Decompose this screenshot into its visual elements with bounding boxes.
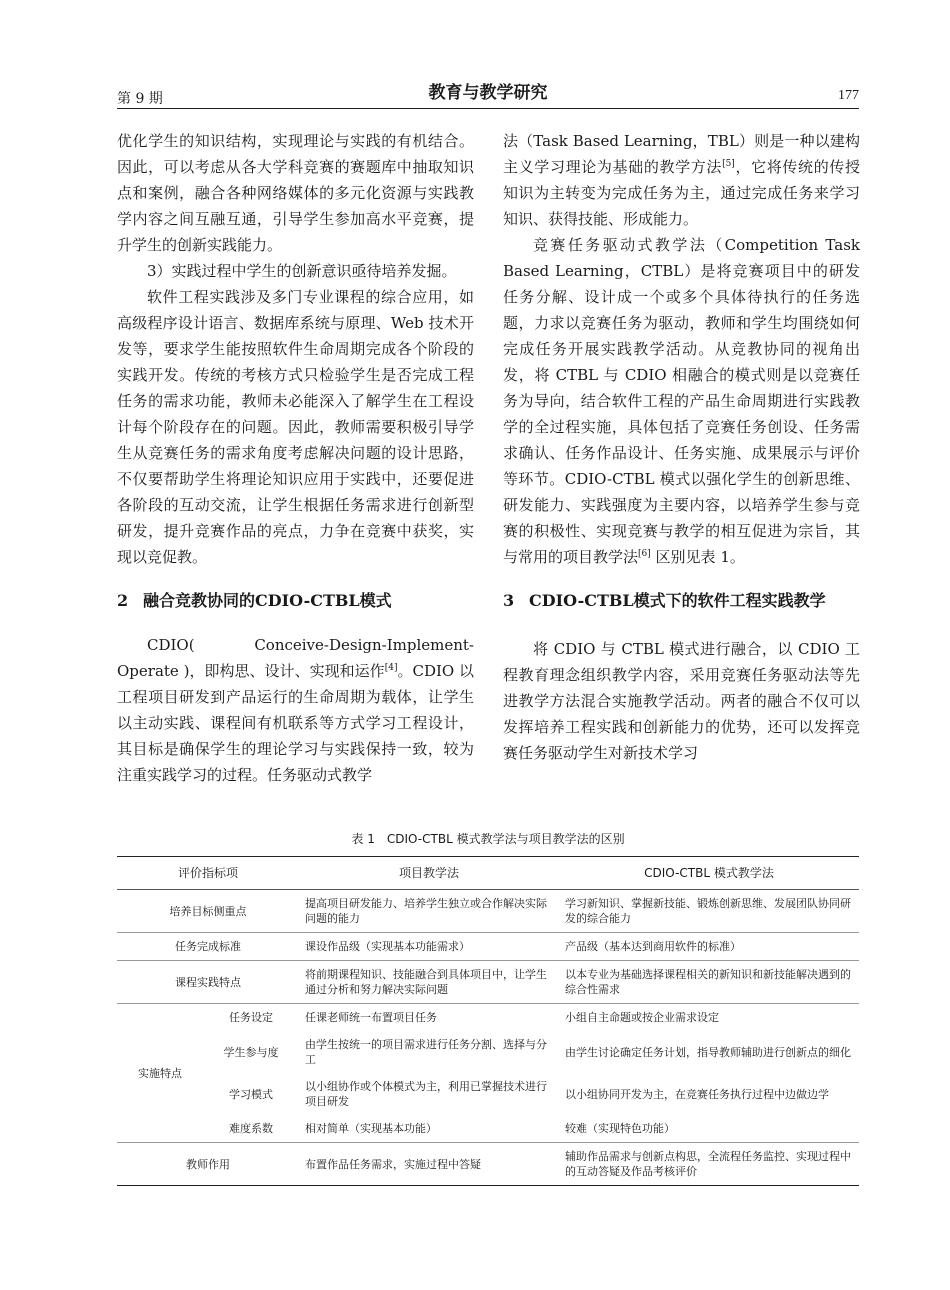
row-label: 难度系数 [203,1115,299,1143]
left-column [117,128,474,788]
text-span: 区别见表 1。 [655,548,745,566]
text-span: ，它将传统的传授知识为主转变为完成任务为主，通过完成任务来学习知识、获得技能、形成能力。 [503,158,860,228]
column-header: 项目教学法 [299,857,559,890]
comparison-table [117,856,859,1186]
group-label: 实施特点 [117,1004,203,1143]
citation: [4] [384,663,398,673]
table-row [117,961,859,1004]
table-header-row [117,857,859,890]
row-label: 课程实践特点 [117,961,299,1004]
paragraph: 软件工程实践涉及多门专业课程的综合应用，如高级程序设计语言、数据库系统与原理、Web 技术开发等，要求学生能按照软件生命周期完成各个阶段的实践开发。传统的考核方式只检验学生是否完成工程任务的需求功能，教师未必能深入了解学生在工程设计每个阶段存在的问题。因此，教师需要积极引导学生从竞赛任务的需求角度考虑解决问题的设计思路，不仅要帮助学生将理论知识应用于实践中，还要促进各阶段的互动交流，让学生根据任务需求进行创新型研发，提升竞赛作品的亮点，力争在竞赛中获奖，实现以竞促教。 [117,288,474,566]
journal-title: 教育与教学研究 [428,83,548,103]
table-cell: 小组自主命题或按企业需求设定 [565,1011,719,1024]
row-label: 任务设定 [229,1011,273,1024]
table-cell: 辅助作品需求与创新点构思，全流程任务监控、实现过程中的互动答疑及作品考核评价 [565,1150,851,1178]
row-label: 教师作用 [186,1157,230,1171]
column-header: 评价指标项 [117,857,299,890]
table-cell: 由学生按统一的项目需求进行任务分割、选择与分工 [305,1038,547,1066]
table-cell: 由学生讨论确定任务计划，指导教师辅助进行创新点的细化 [565,1045,851,1059]
text-span: 法（Task Based Learning，TBL）则是一种以建构主义学习理论为基础的教学方法 [503,132,860,176]
paragraph [117,632,474,788]
section-title: 融合竞教协同的CDIO-CTBL模式 [143,591,392,610]
table-cell: 课设作品级（实现基本功能需求） [299,933,559,961]
row-label: 任务完成标准 [117,933,299,961]
table-cell: 提高项目研发能力、培养学生独立或合作解决实际问题的能力 [299,890,559,933]
table-row [117,933,859,961]
section-title: CDIO-CTBL模式下的软件工程实践教学 [529,591,826,610]
right-column [503,128,860,766]
table-row [117,1143,859,1186]
row-label: 培养目标侧重点 [117,890,299,933]
table-cell: 以小组协同开发为主，在竞赛任务执行过程中边做边学 [565,1087,829,1101]
table-cell: 以小组协作或个体模式为主，利用已掌握技术进行项目研发 [305,1080,547,1108]
table-cell: 任课老师统一布置项目任务 [305,1011,437,1024]
table-row [117,1073,859,1115]
row-label: 学习模式 [229,1087,273,1101]
table-row [117,1031,859,1073]
table-cell: 将前期课程知识、技能融合到具体项目中，让学生通过分析和努力解决实际问题 [299,961,559,1004]
table-cell: 布置作品任务需求，实施过程中答疑 [305,1157,481,1171]
text-span: 。CDIO 以工程项目研发到产品运行的生命周期为载体，让学生以主动实践、课程间有机联系等方式学习工程设计，其目标是确保学生的理论学习与实践保持一致，较为注重实践学习的过程。任务驱动式教学 [117,662,475,784]
paragraph: 将 CDIO 与 CTBL 模式进行融合，以 CDIO 工程教育理念组织教学内容，采用竞赛任务驱动法等先进教学方法混合实施教学活动。两者的融合不仅可以发挥培养工程实践和创新能力的优势，还可以发挥竞赛任务驱动学生对新技术学习 [503,640,860,762]
citation: [6] [638,549,651,559]
table-cell: 以本专业为基础选择课程相关的新知识和新技能解决遇到的综合性需求 [559,961,859,1004]
issue-number: 第 9 期 [117,91,163,107]
table-cell: 相对简单（实现基本功能） [299,1115,559,1143]
table-cell: 产品级（基本达到商用软件的标准） [559,933,859,961]
table-row [117,890,859,933]
table-cell: 学习新知识、掌握新技能、锻炼创新思维、发展团队协同研发的综合能力 [559,890,859,933]
page-number: 177 [838,88,859,103]
paragraph: 3）实践过程中学生的创新意识亟待培养发掘。 [147,262,457,280]
table-cell: 较难（实现特色功能） [559,1115,859,1143]
page-header [117,76,859,108]
citation: [5] [722,159,735,169]
paragraph [503,232,860,570]
header-divider [117,108,859,109]
paragraph [503,128,860,232]
section-heading-2 [117,588,474,614]
section-number: 3 [503,591,515,610]
text-span: 竞赛任务驱动式教学法（Competition Task Based Learning，CTBL）是将竞赛项目中的研发任务分解、设计成一个或多个具体待执行的任务选题，力求以竞赛任务为驱动，教师和学生均围绕如何完成任务开展实践教学活动。从竞教协同的视角出发，将 CTBL 与 CDIO 相融合的模式则是以竞赛任务为导向，结合软件工程的产品生命周期进行实践教学的全过程实施，具体包括了竞赛任务创设、任务需求确认、任务作品设计、任务实施、成果展示与评价等环节。CDIO-CTBL 模式以强化学生的创新思维、研发能力、实践强度为主要内容，以培养学生参与竞赛的积极性、实现竞赛与教学的相互促进为宗旨，其与常用的项目教学法 [503,236,860,566]
table-row [117,1115,859,1143]
section-heading-3 [503,588,860,614]
row-label: 学生参与度 [223,1045,279,1059]
table-caption: 表 1 CDIO-CTBL 模式教学法与项目教学法的区别 [351,832,625,846]
section-number: 2 [117,591,129,610]
column-header: CDIO-CTBL 模式教学法 [559,857,859,890]
text-span: CDIO( Conceive-Design-Implement-Operate )，即构思、设计、实现和运作 [117,636,474,680]
paragraph: 优化学生的知识结构，实现理论与实践的有机结合。因此，可以考虑从各大学科竞赛的赛题库中抽取知识点和案例，融合各种网络媒体的多元化资源与实践教学内容之间互融互通，引导学生参加高水平竞赛，提升学生的创新实践能力。 [117,132,474,254]
table-row [117,1004,859,1032]
